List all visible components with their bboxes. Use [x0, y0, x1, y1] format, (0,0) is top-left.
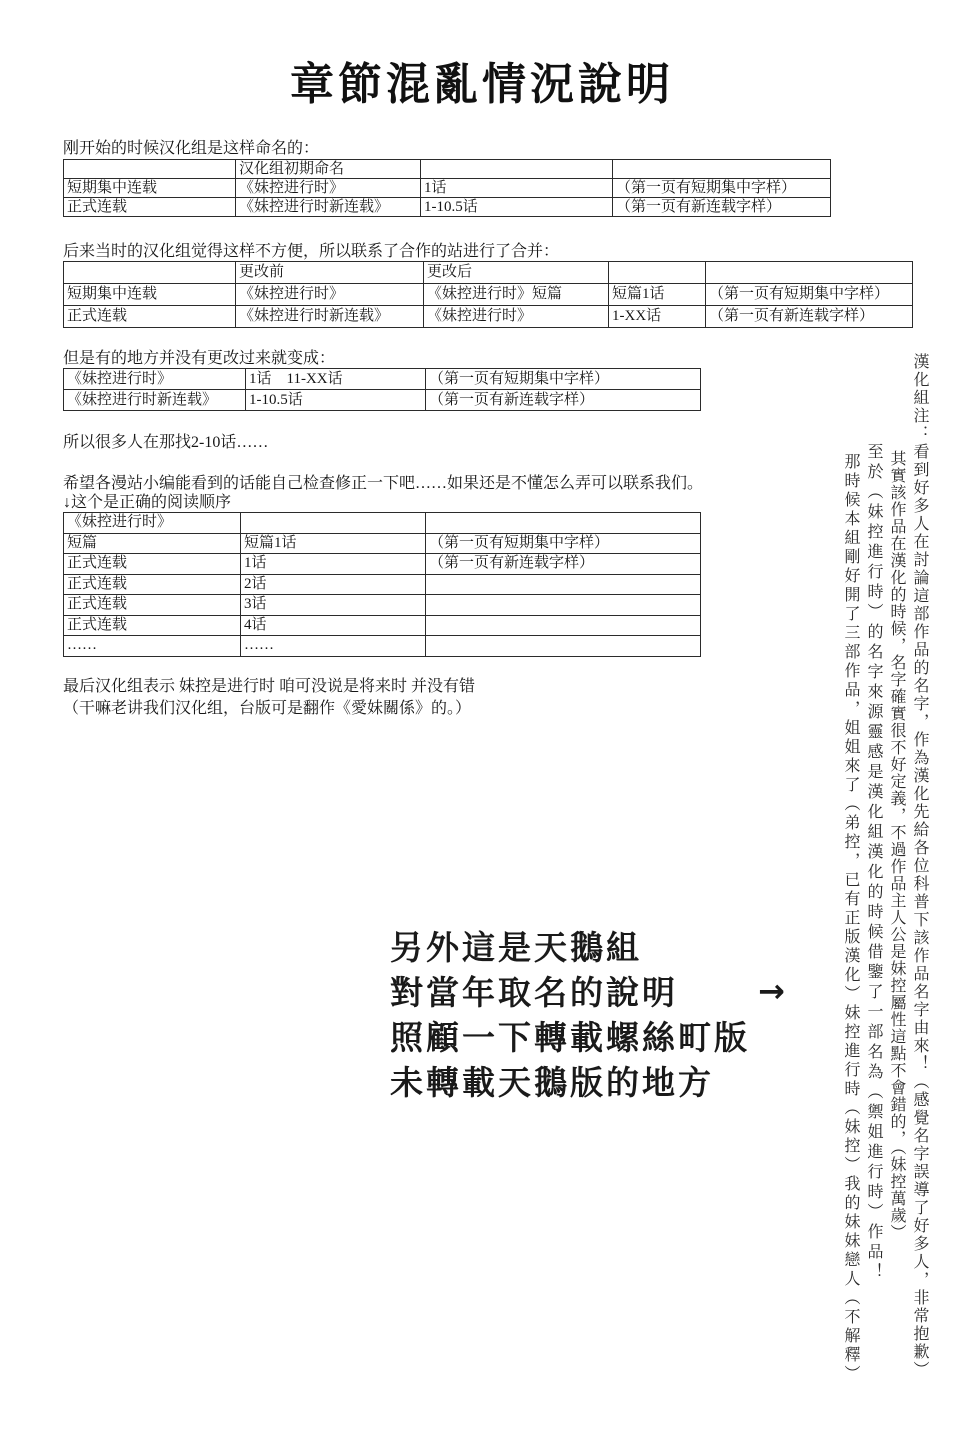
table-cell — [706, 262, 913, 284]
vertical-note-column-4: 那時候本組剛好開了三部作品，姐姐來了（弟控，已有正版漢化）妹控進行時（妹控）我的妹妹戀人（不解釋） — [842, 453, 859, 1384]
table-cell: 《妹控进行时新连载》 — [64, 390, 246, 411]
handwritten-note — [390, 925, 750, 1105]
table-cell — [421, 160, 613, 179]
table-cell — [426, 595, 701, 616]
table-cell: 短期集中连载 — [64, 179, 236, 198]
table-cell: （第一页有短期集中字样） — [426, 369, 701, 390]
vertical-note-column-1: 漢化組注：看到好多人在討論這部作品的名字，作為漢化先給各位科普下該作品名字由來！（感覺名字誤導了好多人，非常抱歉） — [911, 353, 928, 1379]
table-cell: 汉化组初期命名 — [236, 160, 421, 179]
table-cell: （第一页有短期集中字样） — [426, 533, 701, 554]
footer-remark-line1: 最后汉化组表示 妹控是进行时 咱可没说是将来时 并没有错 — [63, 678, 476, 695]
table-cell: 短期集中连载 — [64, 284, 236, 306]
table-cell: 1话 11-XX话 — [246, 369, 426, 390]
table-cell: 《妹控进行时》 — [236, 284, 424, 306]
table-cell — [64, 160, 236, 179]
section3-intro: 但是有的地方并没有更改过来就变成： — [63, 350, 336, 367]
table-cell: （第一页有新连载字样） — [426, 390, 701, 411]
table-cell: 《妹控进行时》 — [64, 369, 246, 390]
table-cell — [426, 636, 701, 657]
table-cell: 更改后 — [424, 262, 609, 284]
table-initial-naming — [63, 159, 831, 217]
table-cell: 短篇 — [64, 533, 241, 554]
footer-remark-line2: （干嘛老讲我们汉化组，台版可是翻作《愛妹關係》的。） — [63, 700, 472, 717]
table-cell: 《妹控进行时》 — [64, 513, 241, 534]
table-cell: 2话 — [241, 574, 426, 595]
table-cell — [64, 262, 236, 284]
table-cell: （第一页有短期集中字样） — [706, 284, 913, 306]
handwritten-line: 未轉載天鵝版的地方 — [390, 1063, 714, 1102]
table-cell: 1-10.5话 — [246, 390, 426, 411]
table-cell: 正式连载 — [64, 615, 241, 636]
table-cell: 短篇1话 — [241, 533, 426, 554]
note-correct-order: ↓这个是正确的阅读顺序 — [63, 494, 232, 511]
table-cell: 《妹控进行时新连载》 — [236, 306, 424, 328]
table-cell — [241, 513, 426, 534]
vertical-note-column-2: 其實該作品在漢化的時候，名字確實很不好定義，不過作品主人公是妹控屬性這點不會錯的，（妹控萬歲） — [888, 450, 905, 1241]
table-cell: 正式连载 — [64, 574, 241, 595]
table-cell: 正式连载 — [64, 595, 241, 616]
table-cell: （第一页有新连载字样） — [706, 306, 913, 328]
right-arrow-icon: → — [758, 972, 785, 1010]
table-cell: 《妹控进行时新连载》 — [236, 198, 421, 217]
table-cell: …… — [64, 636, 241, 657]
table-cell — [426, 513, 701, 534]
table-cell: （第一页有新连载字样） — [426, 554, 701, 575]
table-cell: 1-10.5话 — [421, 198, 613, 217]
table-cell: 1-XX话 — [609, 306, 706, 328]
table-cell — [426, 615, 701, 636]
table-cell: 3话 — [241, 595, 426, 616]
table-cell: （第一页有新连载字样） — [613, 198, 831, 217]
section1-intro: 刚开始的时候汉化组是这样命名的： — [63, 140, 320, 157]
table-merge — [63, 261, 913, 328]
table-cell: 正式连载 — [64, 306, 236, 328]
table-cell: 《妹控进行时》 — [424, 306, 609, 328]
table-cell: 1话 — [241, 554, 426, 575]
table-cell: 正式连载 — [64, 554, 241, 575]
table-cell: 短篇1话 — [609, 284, 706, 306]
table-cell: …… — [241, 636, 426, 657]
page-title: 章節混亂情況說明 — [290, 59, 674, 110]
table-cell: 1话 — [421, 179, 613, 198]
note-find-chapters: 所以很多人在那找2-10话…… — [63, 434, 269, 451]
table-correct-order — [63, 512, 701, 657]
note-hope-fix: 希望各漫站小编能看到的话能自己检查修正一下吧……如果还是不懂怎么弄可以联系我们。 — [63, 475, 704, 492]
table-cell — [613, 160, 831, 179]
table-cell — [426, 574, 701, 595]
table-cell: 《妹控进行时》短篇 — [424, 284, 609, 306]
vertical-note-column-3: 至於（妹控進行時）的名字來源靈感是漢化組漢化的時候借鑒了一部名為（禦姐進行時）作品！ — [865, 443, 882, 1283]
table-cell: 更改前 — [236, 262, 424, 284]
handwritten-line: 照顧一下轉載螺絲町版 — [390, 1018, 750, 1057]
handwritten-line: 另外這是天鵝組 — [390, 928, 642, 967]
table-unchanged — [63, 368, 701, 411]
table-cell: （第一页有短期集中字样） — [613, 179, 831, 198]
section2-intro: 后来当时的汉化组觉得这样不方便，所以联系了合作的站进行了合并： — [63, 243, 560, 260]
table-cell: 正式连载 — [64, 198, 236, 217]
table-cell — [609, 262, 706, 284]
handwritten-line: 對當年取名的說明 — [390, 973, 678, 1012]
table-cell: 4话 — [241, 615, 426, 636]
table-cell: 《妹控进行时》 — [236, 179, 421, 198]
